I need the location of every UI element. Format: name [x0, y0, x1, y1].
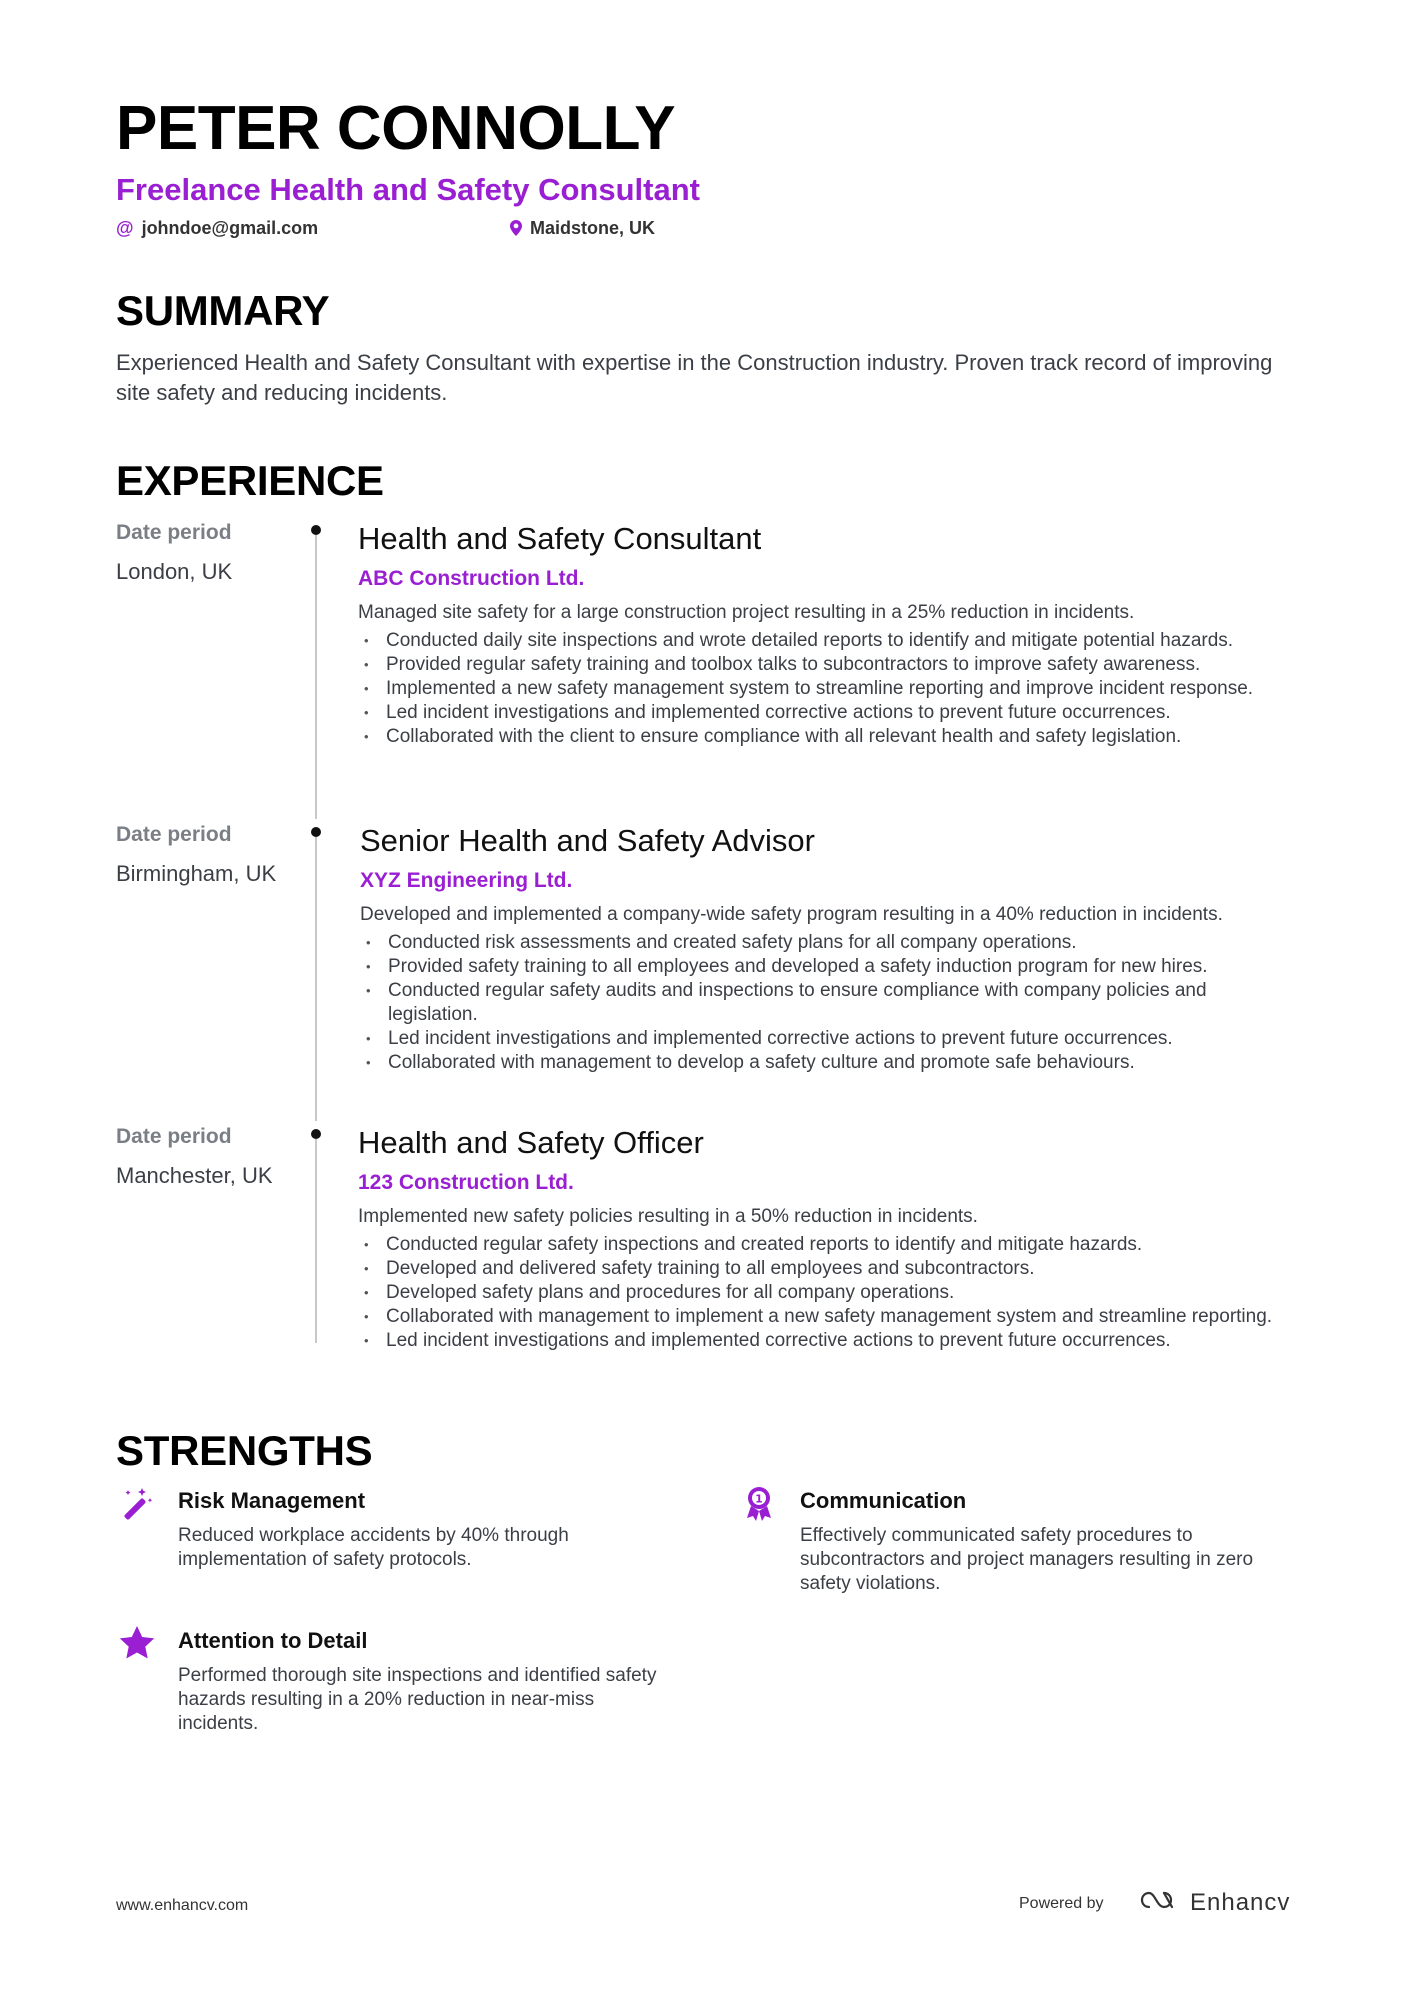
job-title: Health and Safety Officer — [358, 1125, 704, 1160]
list-item: • Conducted regular safety audits and inspections to ensure compliance with company policies and legislation. — [360, 979, 1300, 1027]
list-item: • Developed and delivered safety training to all employees and subcontractors. — [358, 1257, 1298, 1281]
list-item: • Provided regular safety training and toolbox talks to subcontractors to improve safety awareness. — [358, 653, 1298, 677]
list-item: • Provided safety training to all employees and developed a safety induction program for new hires. — [360, 955, 1300, 979]
timeline-line — [315, 527, 317, 819]
contact-email[interactable] — [116, 219, 318, 237]
summary-text: Experienced Health and Safety Consultant with expertise in the Construction industry. Proven track record of improving site safety and reducing incidents. — [116, 350, 1273, 405]
strength-title: Communication — [800, 1488, 967, 1513]
timeline-dot — [311, 525, 321, 535]
job-description: Implemented new safety policies resulting in a 50% reduction in incidents. — [358, 1206, 978, 1227]
list-item: • Led incident investigations and implemented corrective actions to prevent future occurrences. — [358, 1329, 1298, 1353]
strengths-heading: STRENGTHS — [116, 1427, 373, 1474]
job-location: London, UK — [116, 559, 233, 584]
job-company: ABC Construction Ltd. — [358, 567, 585, 590]
list-item: • Conducted daily site inspections and wrote detailed reports to identify and mitigate potential hazards. — [358, 629, 1298, 653]
contact-location — [510, 219, 655, 237]
timeline-line — [315, 1131, 317, 1343]
timeline-line — [315, 829, 317, 1121]
timeline-dot — [311, 1129, 321, 1139]
job-date: Date period — [116, 823, 232, 846]
enhancv-logo-icon — [1138, 1888, 1182, 1917]
svg-text:1: 1 — [755, 1492, 763, 1506]
list-item: • Collaborated with management to develop a safety culture and promote safe behaviours. — [360, 1051, 1300, 1075]
job-entry — [360, 825, 1300, 1075]
list-item: • Developed safety plans and procedures for all company operations. — [358, 1281, 1298, 1305]
job-location: Manchester, UK — [116, 1163, 273, 1188]
job-entry — [358, 523, 1298, 749]
location-text: Maidstone, UK — [530, 218, 656, 238]
email-text: johndoe@gmail.com — [141, 218, 319, 238]
timeline-dot — [311, 827, 321, 837]
summary-heading: SUMMARY — [116, 287, 330, 334]
brand-logo[interactable] — [1138, 1888, 1290, 1917]
star-icon — [118, 1624, 156, 1662]
experience-heading: EXPERIENCE — [116, 457, 384, 504]
job-bullets — [358, 1233, 1298, 1353]
map-pin-icon — [510, 220, 522, 236]
job-description: Developed and implemented a company-wide safety program resulting in a 40% reduction in incidents. — [360, 904, 1223, 925]
job-bullets — [360, 931, 1300, 1075]
list-item: • Conducted regular safety inspections and created reports to identify and mitigate hazards. — [358, 1233, 1298, 1257]
list-item: • Collaborated with the client to ensure compliance with all relevant health and safety legislation. — [358, 725, 1298, 749]
list-item: • Conducted risk assessments and created safety plans for all company operations. — [360, 931, 1300, 955]
list-item: • Implemented a new safety management system to streamline reporting and improve incident response. — [358, 677, 1298, 701]
strength-title: Risk Management — [178, 1488, 366, 1513]
candidate-headline: Freelance Health and Safety Consultant — [116, 172, 700, 207]
strength-description: Reduced workplace accidents by 40% through implementation of safety protocols. — [178, 1525, 569, 1570]
brand-name: Enhancv — [1190, 1888, 1291, 1916]
list-item: • Collaborated with management to implement a new safety management system and streamline reporting. — [358, 1305, 1298, 1329]
award-ribbon-icon — [740, 1484, 778, 1522]
job-entry — [358, 1127, 1298, 1353]
job-description: Managed site safety for a large construction project resulting in a 25% reduction in incidents. — [358, 602, 1135, 623]
job-title: Senior Health and Safety Advisor — [360, 823, 815, 858]
strength-description: Performed thorough site inspections and identified safety hazards resulting in a 20% reduction in near-miss incidents. — [178, 1665, 657, 1734]
job-date: Date period — [116, 521, 232, 544]
strength-description: Effectively communicated safety procedures to subcontractors and project managers resulting in zero safety violations. — [800, 1525, 1254, 1594]
powered-by-text: Powered by — [1019, 1895, 1104, 1912]
at-sign-icon: @ — [116, 218, 134, 238]
job-company: 123 Construction Ltd. — [358, 1171, 574, 1194]
strength-title: Attention to Detail — [178, 1628, 368, 1653]
candidate-name: PETER CONNOLLY — [116, 94, 676, 163]
job-company: XYZ Engineering Ltd. — [360, 869, 573, 892]
job-date: Date period — [116, 1125, 232, 1148]
magic-wand-icon — [118, 1484, 156, 1522]
job-location: Birmingham, UK — [116, 861, 277, 886]
list-item: • Led incident investigations and implemented corrective actions to prevent future occurrences. — [360, 1027, 1300, 1051]
job-bullets — [358, 629, 1298, 749]
footer-url[interactable]: www.enhancv.com — [116, 1897, 249, 1914]
job-title: Health and Safety Consultant — [358, 521, 762, 556]
list-item: • Led incident investigations and implemented corrective actions to prevent future occurrences. — [358, 701, 1298, 725]
